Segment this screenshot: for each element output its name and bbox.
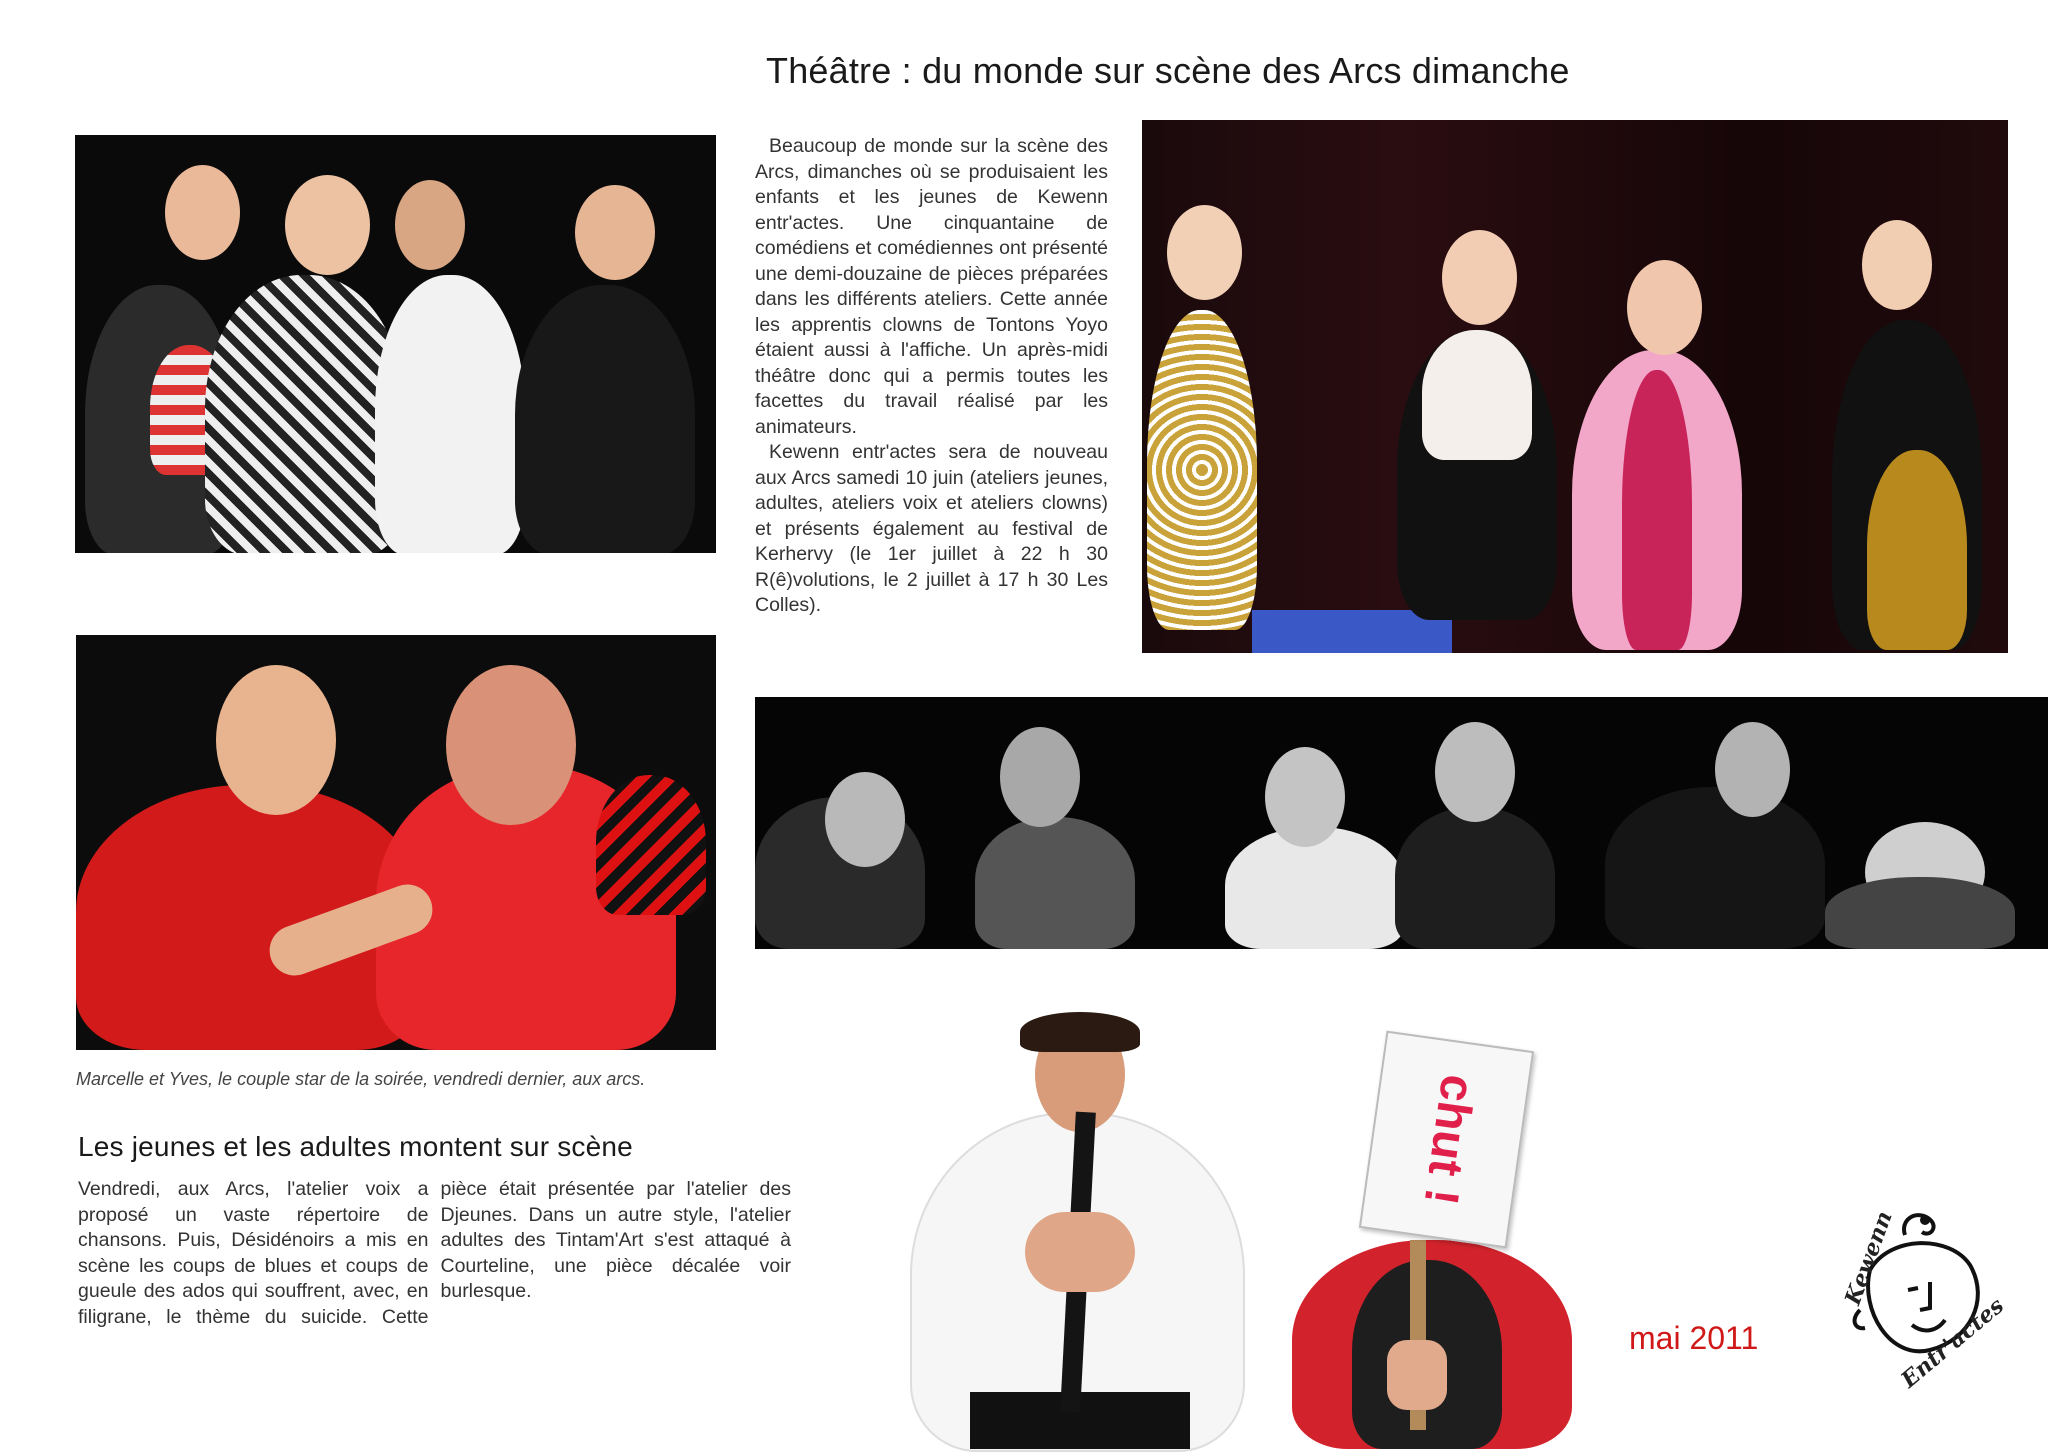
photo-marcelle-yves <box>76 635 716 1050</box>
photo-caption: Marcelle et Yves, le couple star de la soirée, vendredi dernier, aux arcs. <box>76 1069 646 1089</box>
clarinet-player-figure <box>910 1012 1245 1449</box>
logo-top-text: Kewenn <box>1839 1207 1898 1309</box>
logo-bottom-text: Entr'actes <box>1896 1292 2010 1394</box>
secondary-headline: Les jeunes et les adultes montent sur scène <box>78 1131 633 1162</box>
sign-text: chut ! <box>1413 1071 1485 1209</box>
date-label: mai 2011 <box>1629 1320 1759 1356</box>
main-article-paragraph: Kewenn entr'actes sera de nouveau aux Arcs samedi 10 juin (ateliers jeunes, adultes, ateliers voix et ateliers clowns) et présents également au festival de Kerhervy (le 1er juillet à 22 h 30 R(ê)volutions, le 2 juillet à 17 h 30 Les Colles). <box>755 441 1108 616</box>
main-article-paragraph: Beaucoup de monde sur la scène des Arcs, dimanches où se produisaient les enfants et les jeunes de Kewenn entr'actes. Une cinquantaine de comédiens et comédiennes ont présenté une demi-douzaine de pièces préparées dans les différents ateliers. Cette année les apprentis clowns de Tontons Yoyo étaient aussi à l'affiche. Un après-midi théâtre donc qui a permis toutes les facettes du travail réalisé par les animateurs. <box>755 135 1108 438</box>
photo-grayscale-strip <box>755 697 2048 949</box>
sign-holder-figure <box>1292 1040 1572 1449</box>
photo-children-stage <box>1142 120 2008 653</box>
kewenn-logo <box>1830 1190 2010 1394</box>
chut-sign <box>1359 1031 1534 1249</box>
secondary-article-body: Vendredi, aux Arcs, l'atelier voix a proposé un vaste répertoire de chansons. Puis, Désidénoirs a mis en scène les coups de blues et coups de gueule des ados qui souffrent, avec, en filigrane, le thème du suicide. Cette pièce était présentée par l'atelier des Djeunes. Dans un autre style, l'atelier adultes des Tintam'Art s'est attaqué à Courteline, une pièce décalée voir burlesque. <box>78 1178 791 1328</box>
main-headline: Théâtre : du monde sur scène des Arcs dimanche <box>766 50 1570 91</box>
photo-teens-group <box>75 135 716 553</box>
main-article-body <box>755 134 1108 619</box>
